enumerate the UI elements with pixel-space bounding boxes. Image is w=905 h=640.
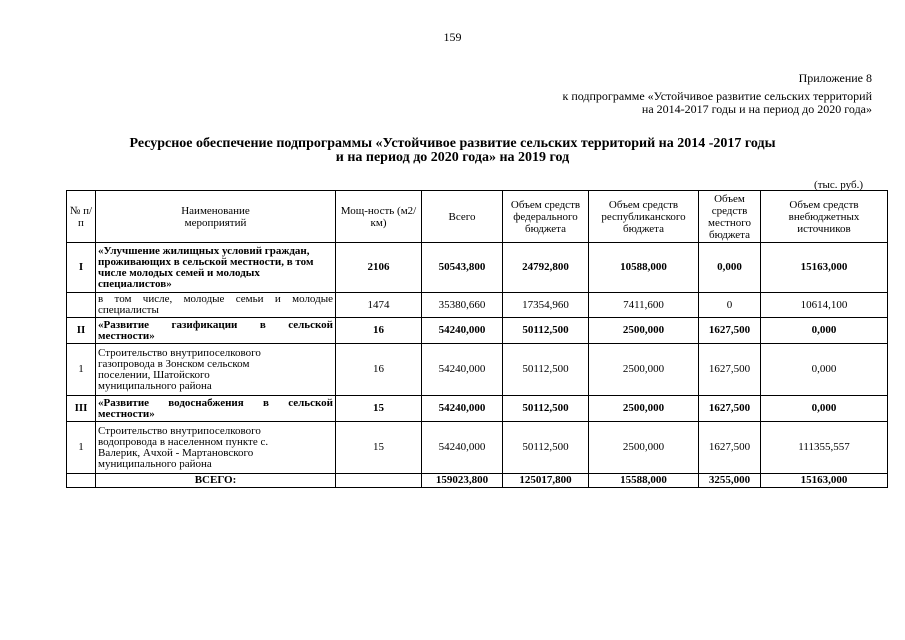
- header-republic: Объем средств республиканского бюджета: [589, 191, 699, 243]
- row-republic: 2500,000: [589, 344, 699, 396]
- appendix-subprogram: к подпрограмме «Устойчивое развитие сельских территорий: [562, 89, 872, 103]
- row-name: Строительство внутрипоселкового водопровода в населенном пункте с. Валерик, Ачхой - Мартановского муниципального района: [96, 422, 336, 474]
- table-row: [67, 396, 888, 422]
- total-republic: 15588,000: [589, 474, 699, 488]
- header-extra: Объем средств внебюджетных источников: [761, 191, 888, 243]
- row-capacity: 16: [336, 344, 422, 396]
- row-extra: 0,000: [761, 318, 888, 344]
- row-name: «Улучшение жилищных условий граждан, проживающих в сельской местности, в том числе молодых семей и молодых специалистов»: [96, 243, 336, 293]
- resource-table: [66, 190, 888, 488]
- row-republic: 2500,000: [589, 318, 699, 344]
- appendix-header: [562, 72, 872, 116]
- row-num: [67, 293, 96, 318]
- table-row: [67, 243, 888, 293]
- total-federal: 125017,800: [503, 474, 589, 488]
- row-capacity: 1474: [336, 293, 422, 318]
- row-extra: 0,000: [761, 396, 888, 422]
- row-total: 35380,660: [422, 293, 503, 318]
- row-num: II: [67, 318, 96, 344]
- row-republic: 10588,000: [589, 243, 699, 293]
- row-total: 54240,000: [422, 344, 503, 396]
- row-capacity: 15: [336, 396, 422, 422]
- row-capacity: 15: [336, 422, 422, 474]
- header-total: Всего: [422, 191, 503, 243]
- row-federal: 50112,500: [503, 396, 589, 422]
- table-header-row: [67, 191, 888, 243]
- row-capacity: 16: [336, 318, 422, 344]
- page-number: 159: [443, 30, 462, 44]
- title-line-2: и на период до 2020 года» на 2019 год: [335, 150, 570, 165]
- row-republic: 2500,000: [589, 396, 699, 422]
- units-label: (тыс. руб.): [814, 179, 863, 191]
- header-local: Объем средств местного бюджета: [699, 191, 761, 243]
- appendix-period: на 2014-2017 годы и на период до 2020 года»: [641, 102, 872, 116]
- table-row: [67, 422, 888, 474]
- appendix-number: Приложение 8: [798, 71, 872, 85]
- row-local: 1627,500: [699, 422, 761, 474]
- row-local: 1627,500: [699, 344, 761, 396]
- document-title: [60, 137, 845, 165]
- row-name: «Развитие водоснабжения в сельской местности»: [96, 396, 336, 422]
- row-republic: 7411,600: [589, 293, 699, 318]
- total-num-cell: [67, 474, 96, 488]
- row-federal: 17354,960: [503, 293, 589, 318]
- row-num: 1: [67, 344, 96, 396]
- row-name: Строительство внутрипоселкового газопровода в Зонском сельском поселении, Шатойского муниципального района: [96, 344, 336, 396]
- row-local: 0: [699, 293, 761, 318]
- row-federal: 50112,500: [503, 318, 589, 344]
- row-total: 54240,000: [422, 422, 503, 474]
- row-republic: 2500,000: [589, 422, 699, 474]
- row-extra: 10614,100: [761, 293, 888, 318]
- row-federal: 50112,500: [503, 344, 589, 396]
- table-row: [67, 293, 888, 318]
- table-total-row: [67, 474, 888, 488]
- total-total: 159023,800: [422, 474, 503, 488]
- total-local: 3255,000: [699, 474, 761, 488]
- header-name: Наименование мероприятий: [96, 191, 336, 243]
- row-local: 1627,500: [699, 396, 761, 422]
- row-name: «Развитие газификации в сельской местности»: [96, 318, 336, 344]
- row-num: III: [67, 396, 96, 422]
- row-extra: 111355,557: [761, 422, 888, 474]
- row-capacity: 2106: [336, 243, 422, 293]
- header-federal: Объем средств федерального бюджета: [503, 191, 589, 243]
- row-local: 1627,500: [699, 318, 761, 344]
- row-num: I: [67, 243, 96, 293]
- header-num: № п/п: [67, 191, 96, 243]
- row-total: 54240,000: [422, 396, 503, 422]
- row-local: 0,000: [699, 243, 761, 293]
- table-row: [67, 318, 888, 344]
- row-total: 54240,000: [422, 318, 503, 344]
- row-extra: 0,000: [761, 344, 888, 396]
- row-name: в том числе, молодые семьи и молодые специалисты: [96, 293, 336, 318]
- header-capacity: Мощ-ность (м2/км): [336, 191, 422, 243]
- table-row: [67, 344, 888, 396]
- row-extra: 15163,000: [761, 243, 888, 293]
- total-label: ВСЕГО:: [96, 474, 336, 488]
- title-line-1: Ресурсное обеспечение подпрограммы «Устойчивое развитие сельских территорий на 2014 -2017 годы: [129, 136, 776, 151]
- row-federal: 24792,800: [503, 243, 589, 293]
- row-total: 50543,800: [422, 243, 503, 293]
- total-extra: 15163,000: [761, 474, 888, 488]
- row-federal: 50112,500: [503, 422, 589, 474]
- row-num: 1: [67, 422, 96, 474]
- total-capacity-cell: [336, 474, 422, 488]
